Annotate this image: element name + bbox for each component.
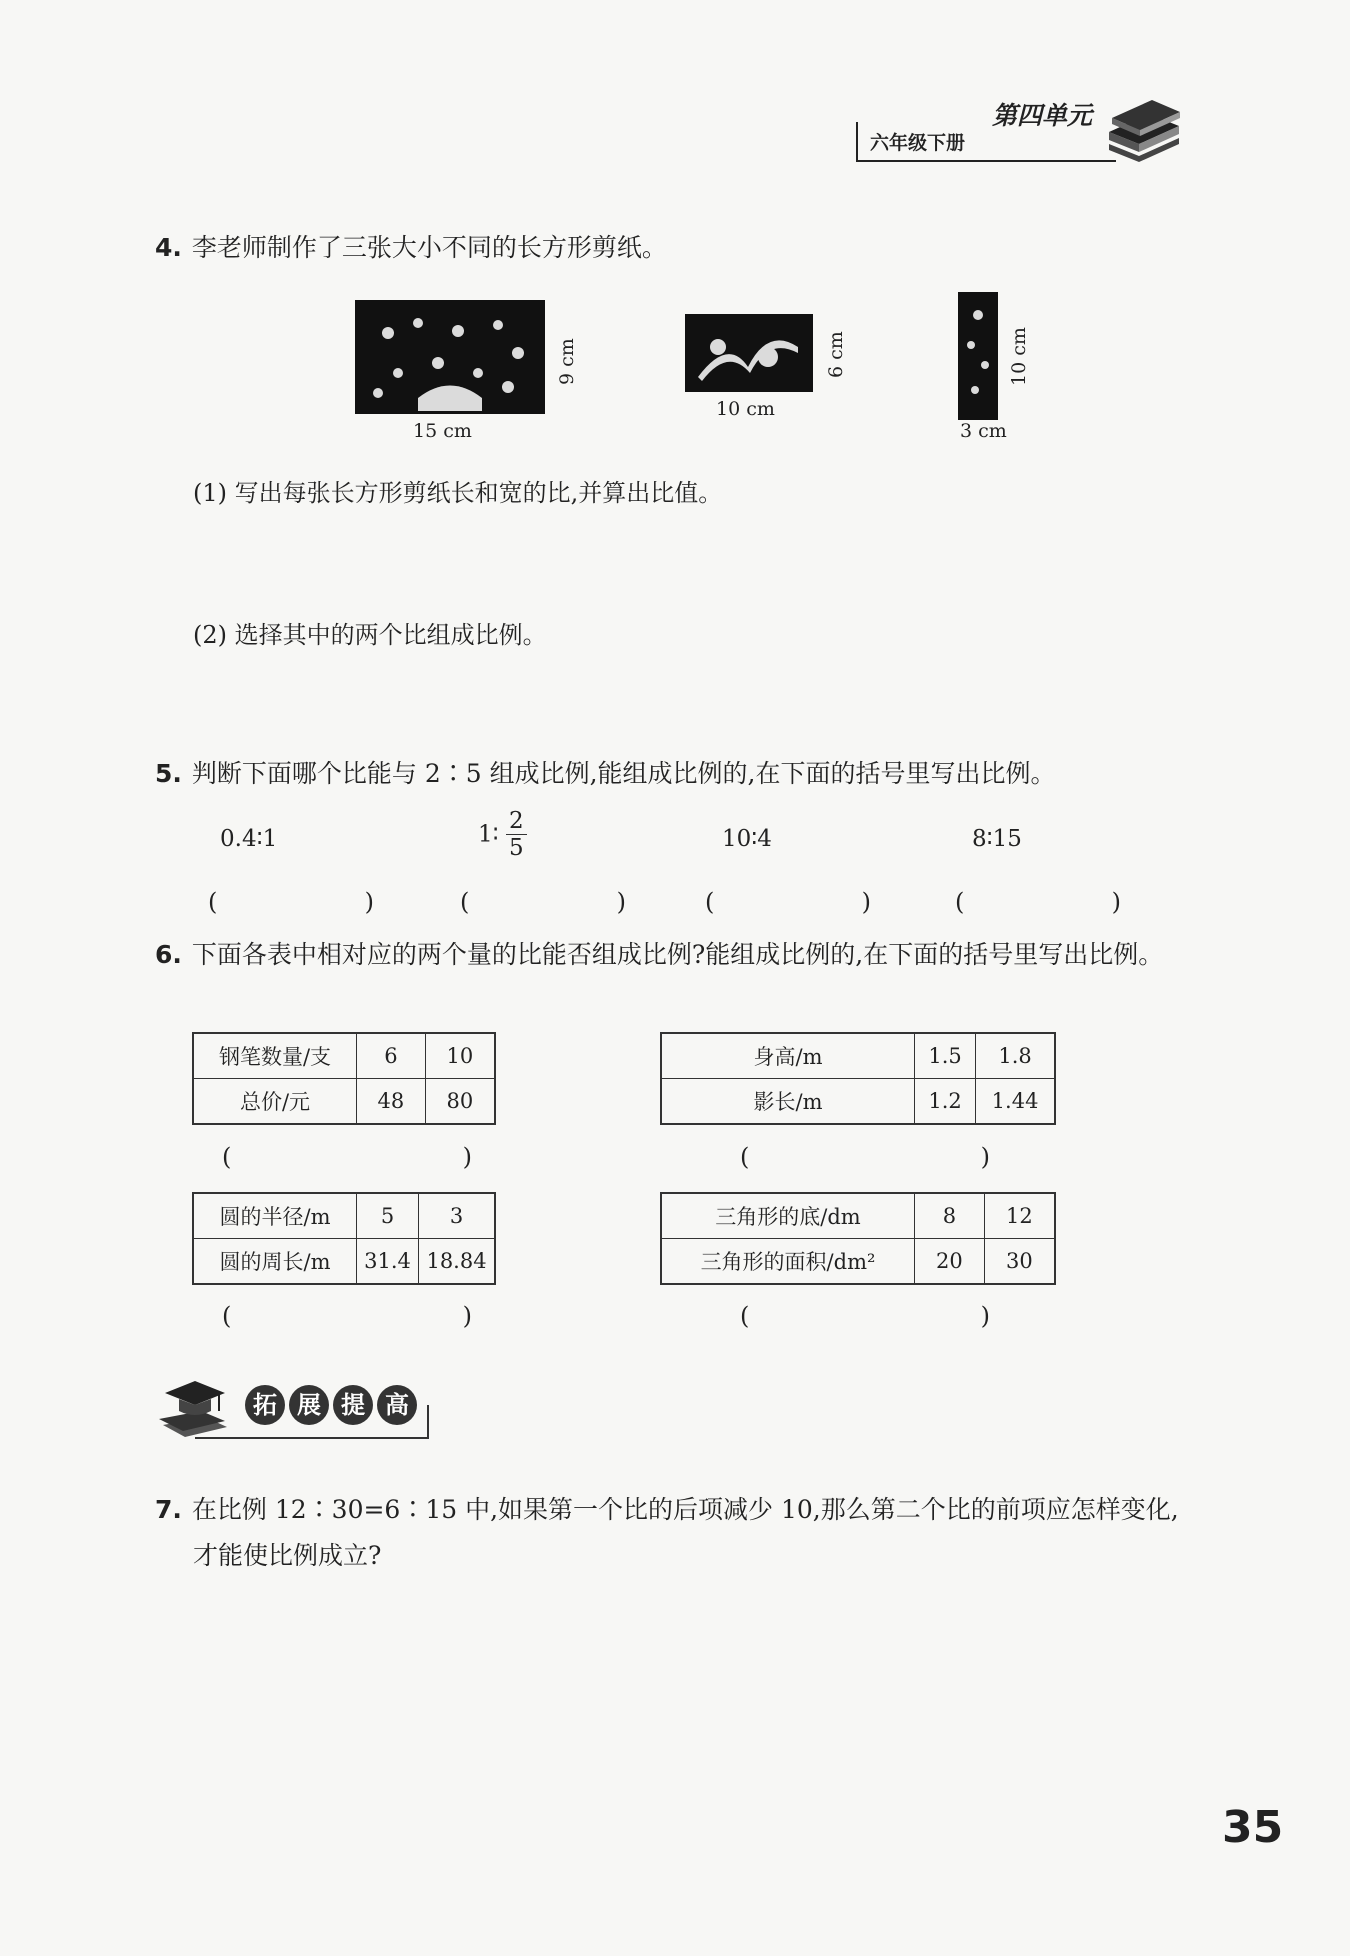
banner-char: 提 — [333, 1385, 373, 1425]
answer-parens-6-4 — [740, 1302, 990, 1330]
paren-close: ) — [462, 1143, 472, 1171]
question-text: 下面各表中相对应的两个量的比能否组成比例?能组成比例的,在下面的括号里写出比例。 — [191, 940, 1164, 969]
answer-parens-5-4 — [955, 888, 1121, 916]
paren-open: ( — [955, 888, 965, 916]
cell: 20 — [915, 1239, 985, 1285]
cell: 三角形的面积/dm² — [661, 1239, 915, 1285]
grade-label: 六年级下册 — [870, 132, 966, 154]
cell: 圆的周长/m — [193, 1239, 357, 1285]
paren-open: ( — [222, 1143, 232, 1171]
cell: 三角形的底/dm — [661, 1193, 915, 1239]
answer-parens-6-2 — [740, 1143, 990, 1171]
cell: 钢笔数量/支 — [193, 1033, 357, 1079]
ratio-option-4: 8∶15 — [972, 826, 1022, 852]
answer-parens-6-1 — [222, 1143, 472, 1171]
cell: 31.4 — [357, 1239, 419, 1285]
cell: 1.2 — [915, 1079, 976, 1125]
cell: 10 — [425, 1033, 495, 1079]
cell: 8 — [915, 1193, 985, 1239]
question-5 — [155, 756, 1056, 792]
paren-close: ) — [980, 1302, 990, 1330]
picture-1-height: 9 cm — [556, 338, 578, 385]
cell: 1.44 — [976, 1079, 1055, 1125]
table-triangle — [660, 1192, 1056, 1285]
table-pens — [192, 1032, 496, 1125]
banner-chars — [245, 1385, 417, 1425]
question-4-part-1: (1) 写出每张长方形剪纸长和宽的比,并算出比值。 — [193, 479, 723, 507]
picture-3-width: 3 cm — [960, 420, 1007, 442]
question-text: 在比例 12∶30=6∶15 中,如果第一个比的后项减少 10,那么第二个比的前项应怎样变化,才能使比例成立? — [191, 1495, 1179, 1570]
paren-open: ( — [460, 888, 470, 916]
picture-2-height: 6 cm — [825, 331, 847, 378]
papercut-picture-flowers — [685, 314, 813, 392]
table-circle — [192, 1192, 496, 1285]
paren-open: ( — [208, 888, 218, 916]
question-number: 5. — [155, 759, 182, 788]
header-underline — [856, 160, 1116, 162]
question-number: 6. — [155, 940, 182, 969]
ratio-option-2-left: 1∶ — [478, 821, 499, 848]
cell: 身高/m — [661, 1033, 915, 1079]
banner-char: 高 — [377, 1385, 417, 1425]
paren-close: ) — [462, 1302, 472, 1330]
question-4 — [155, 230, 667, 266]
cell: 12 — [984, 1193, 1055, 1239]
answer-parens-5-3 — [705, 888, 871, 916]
cell: 30 — [984, 1239, 1055, 1285]
banner-end — [427, 1405, 429, 1439]
answer-parens-5-1 — [208, 888, 374, 916]
paren-open: ( — [740, 1302, 750, 1330]
banner-char: 拓 — [245, 1385, 285, 1425]
question-text: 李老师制作了三张大小不同的长方形剪纸。 — [191, 233, 667, 262]
picture-2-width: 10 cm — [716, 398, 775, 420]
cell: 1.5 — [915, 1033, 976, 1079]
ratio-option-3: 10∶4 — [722, 826, 772, 852]
question-6 — [155, 933, 1190, 977]
unit-title: 第四单元 — [992, 101, 1093, 130]
paren-open: ( — [705, 888, 715, 916]
paren-close: ) — [616, 888, 626, 916]
picture-1-width: 15 cm — [413, 420, 472, 442]
cell: 18.84 — [419, 1239, 495, 1285]
question-number: 4. — [155, 233, 182, 262]
papercut-picture-peacock — [958, 292, 998, 420]
question-text: 判断下面哪个比能与 2∶5 组成比例,能组成比例的,在下面的括号里写出比例。 — [191, 759, 1056, 788]
cell: 5 — [357, 1193, 419, 1239]
cell: 6 — [357, 1033, 426, 1079]
ratio-option-1: 0.4∶1 — [220, 826, 278, 852]
cell: 3 — [419, 1193, 495, 1239]
picture-3-height: 10 cm — [1008, 327, 1030, 386]
section-banner — [155, 1375, 430, 1445]
paren-open: ( — [222, 1302, 232, 1330]
fraction-denominator: 5 — [508, 835, 524, 861]
paren-close: ) — [1111, 888, 1121, 916]
paren-close: ) — [861, 888, 871, 916]
unit-header — [852, 92, 1192, 172]
header-bracket — [856, 122, 858, 162]
cell: 总价/元 — [193, 1079, 357, 1125]
papercut-picture-birds — [355, 300, 545, 414]
page-number: 35 — [1222, 1802, 1284, 1853]
books-icon — [1104, 92, 1184, 164]
cell: 圆的半径/m — [193, 1193, 357, 1239]
banner-char: 展 — [289, 1385, 329, 1425]
paren-close: ) — [980, 1143, 990, 1171]
question-4-part-2: (2) 选择其中的两个比组成比例。 — [193, 621, 547, 649]
cell: 80 — [425, 1079, 495, 1125]
cell: 影长/m — [661, 1079, 915, 1125]
cell: 48 — [357, 1079, 426, 1125]
graduation-cap-icon — [155, 1375, 235, 1445]
answer-parens-5-2 — [460, 888, 626, 916]
ratio-option-2 — [478, 808, 527, 861]
banner-underline — [195, 1437, 429, 1439]
table-shadow — [660, 1032, 1056, 1125]
cell: 1.8 — [976, 1033, 1055, 1079]
answer-parens-6-3 — [222, 1302, 472, 1330]
fraction-numerator: 2 — [506, 808, 527, 835]
question-number: 7. — [155, 1495, 182, 1524]
paren-open: ( — [740, 1143, 750, 1171]
fraction — [506, 808, 527, 861]
question-7 — [155, 1487, 1190, 1579]
paren-close: ) — [364, 888, 374, 916]
